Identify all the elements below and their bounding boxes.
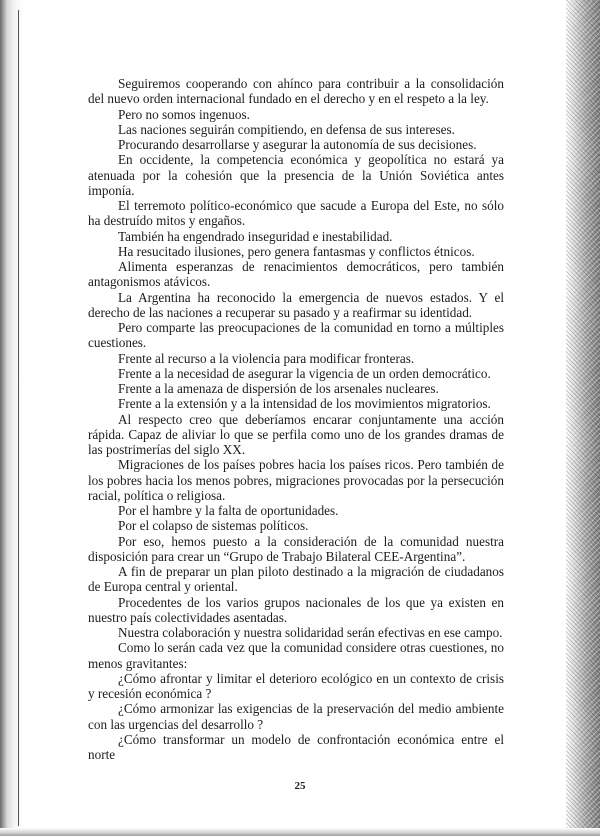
page-body — [88, 76, 504, 762]
paragraph: ¿Cómo armonizar las exigencias de la preservación del medio ambiente con las urgencias del desarrollo ? — [88, 701, 504, 732]
paragraph: Pero no somos ingenuos. — [118, 106, 250, 122]
paragraph: Al respecto creo que deberíamos encarar conjuntamente una acción rápida. Capaz de aliviar lo que se perfila como uno de los grandes dramas de las postrimerías del siglo XX. — [88, 411, 504, 457]
paragraph: Por el colapso de sistemas políticos. — [118, 518, 309, 534]
binding-line — [18, 10, 19, 826]
paragraph: A fin de preparar un plan piloto destinado a la migración de ciudadanos de Europa central y oriental. — [88, 564, 504, 595]
paragraph: Por eso, hemos puesto a la consideración de la comunidad nuestra disposición para crear un “Grupo de Trabajo Bilateral CEE-Argentina”. — [88, 533, 504, 564]
paragraph: El terremoto político-económico que sacude a Europa del Este, no sólo ha destruído mitos y engaños. — [88, 198, 504, 229]
paragraph: Nuestra colaboración y nuestra solidaridad serán efectivas en ese campo. — [118, 625, 503, 640]
paragraph: Ha resucitado ilusiones, pero genera fantasmas y conflictos étnicos. — [118, 243, 475, 259]
paragraph: Frente a la extensión y a la intensidad de los movimientos migratorios. — [118, 396, 491, 412]
scan-left-edge — [0, 0, 24, 836]
paragraph: Frente a la necesidad de asegurar la vigencia de un orden democrático. — [118, 365, 491, 381]
paragraph: Por el hambre y la falta de oportunidades. — [118, 503, 339, 518]
scan-right-edge — [566, 0, 600, 836]
paragraph: También ha engendrado inseguridad e inestabilidad. — [118, 228, 393, 244]
scan-bottom-edge — [0, 828, 600, 836]
paragraph: ¿Cómo transformar un modelo de confrontación económica entre el norte — [88, 731, 504, 762]
paragraph: Migraciones de los países pobres hacia los países ricos. Pero también de los pobres hacia los menos pobres, migraciones provocadas por la persecución racial, política o religiosa. — [88, 457, 504, 503]
paragraph: Como lo serán cada vez que la comunidad considere otras cuestiones, no menos gravitantes: — [88, 640, 504, 671]
paragraph: ¿Cómo afrontar y limitar el deterioro ecológico en un contexto de crisis y recesión económica ? — [88, 670, 504, 701]
paragraph: La Argentina ha reconocido la emergencia de nuevos estados. Y el derecho de las naciones a recuperar su pasado y a reafirmar su identidad. — [88, 289, 504, 320]
paragraph: Las naciones seguirán compitiendo, en defensa de sus intereses. — [118, 121, 455, 137]
paragraph: Procurando desarrollarse y asegurar la autonomía de sus decisiones. — [118, 137, 477, 152]
paragraph: Alimenta esperanzas de renacimientos democráticos, pero también antagonismos atávicos. — [88, 259, 504, 290]
page-number: 25 — [294, 780, 306, 792]
paragraph: Frente a la amenaza de dispersión de los arsenales nucleares. — [118, 381, 439, 396]
paragraph: En occidente, la competencia económica y geopolítica no estará ya atenuada por la cohesión que la presencia de la Unión Soviética antes imponía. — [88, 152, 504, 198]
paragraph: Pero comparte las preocupaciones de la comunidad en torno a múltiples cuestiones. — [88, 320, 504, 351]
paragraph: Procedentes de los varios grupos nacionales de los que ya existen en nuestro país colectividades asentadas. — [88, 594, 504, 625]
paragraph: Seguiremos cooperando con ahínco para contribuir a la consolidación del nuevo orden internacional fundado en el derecho y en el respeto a la ley. — [88, 76, 504, 107]
paragraph: Frente al recurso a la violencia para modificar fronteras. — [118, 350, 415, 366]
